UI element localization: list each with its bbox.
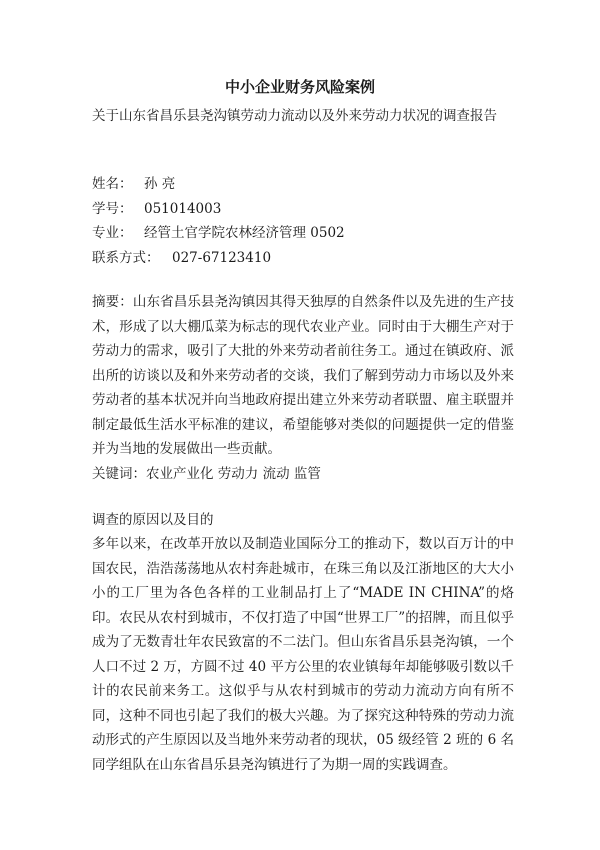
keywords-line: 关键词：农业产业化 劳动力 流动 监管 [92, 466, 321, 482]
major-line [92, 221, 514, 246]
abstract-paragraph: 摘要：山东省昌乐县尧沟镇因其得天独厚的自然条件以及先进的生产技术，形成了以大棚瓜菜为标志的现代农业产业。同时由于大棚生产对于劳动力的需求，吸引了大批的外来劳动者前往务工。通过在镇政府、派出所的访谈以及和外来劳动者的交谈，我们了解到劳动力市场以及外来劳动者的基本状况并向当地政府提出建立外来劳动者联盟、雇主联盟并制定最低生活水平标准的建议，希望能够对类似的问题提供一定的借鉴并为当地的发展做出一些贡献。 [92, 294, 514, 457]
student-id-line [92, 197, 514, 222]
major-value: 经管土官学院农林经济管理 0502 [144, 225, 345, 241]
contact-value: 027-67123410 [172, 249, 272, 266]
document-title: 中小企业财务风险案例 [224, 78, 375, 96]
student-id-value: 051014003 [144, 200, 222, 217]
section-heading: 调查的原因以及目的 [92, 512, 214, 528]
document-subtitle: 关于山东省昌乐县尧沟镇劳动力流动以及外来劳动力状况的调查报告 [92, 108, 497, 124]
name-value: 孙 亮 [144, 176, 176, 192]
major-label: 专业： [92, 225, 133, 241]
name-label: 姓名： [92, 176, 133, 192]
student-id-label: 学号： [92, 200, 133, 217]
contact-line [92, 246, 514, 271]
body-paragraph: 多年以来，在改革开放以及制造业国际分工的推动下，数以百万计的中国农民，浩浩荡荡地从农村奔赴城市，在珠三角以及江浙地区的大大小小的工厂里为各色各样的工业制品打上了“MADE IN CHINA”的烙印。农民从农村到城市，不仅打造了中国“世界工厂”的招牌，而且似乎成为了无数青壮年农民致富的不二法门。但山东省昌乐县尧沟镇，一个人口不过 2 万，方圆不过 40 平方公里的农业镇每年却能够吸引数以千计的农民前来务工。这似乎与从农村到城市的劳动力流动方向有所不同，这种不同也引起了我们的极大兴趣。为了探究这种特殊的劳动力流动形式的产生原因以及当地外来劳动者的现状，05 级经管 2 班的 6 名同学组队在山东省昌乐县尧沟镇进行了为期一周的实践调查。 [92, 536, 514, 773]
name-line [92, 172, 514, 197]
contact-label: 联系方式： [92, 249, 160, 266]
author-info [92, 172, 514, 270]
